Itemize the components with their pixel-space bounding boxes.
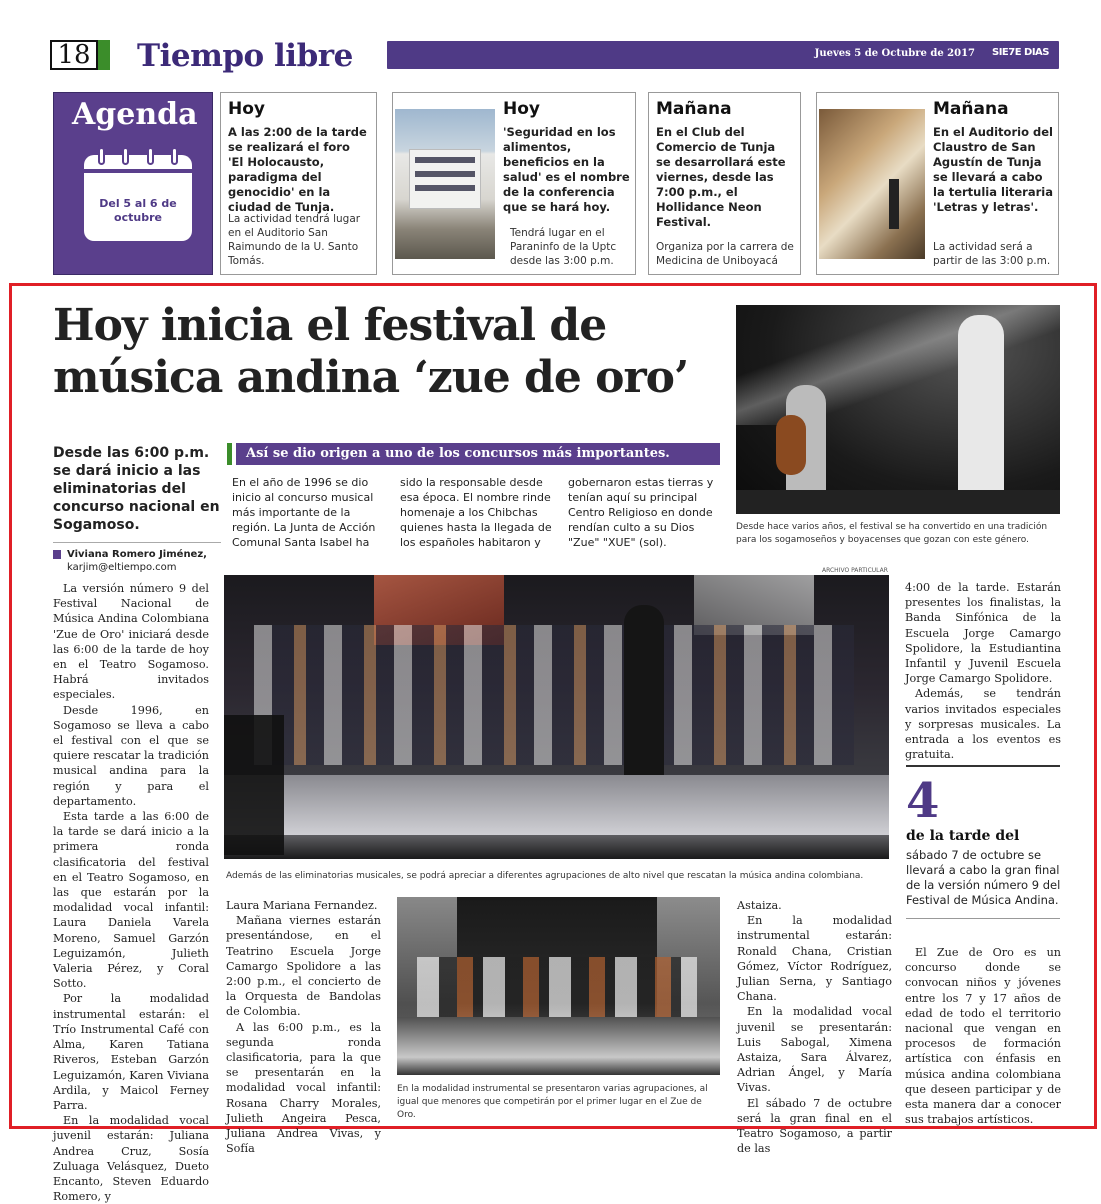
sidebar-column: En el año de 1996 se dio inicio al concurso musical más importante de la región. La Junta de Acción Comunal Santa Isabel ha (232, 476, 376, 549)
highlight-number: 4 (906, 773, 940, 829)
paragraph: El sábado 7 de octubre será la gran final en el Teatro Sogamoso, a partir de las (737, 1096, 892, 1156)
agenda-item-sub: La actividad tendrá lugar en el Auditorio San Raimundo de la U. Santo Tomás. (228, 213, 361, 267)
sidebar-column: gobernaron estas tierras y tenían aquí su principal Centro Religioso en donde rendían culto a su Dios "Zue" "XUE" (sol). (568, 476, 714, 549)
agenda-item-heading: Hoy (503, 99, 540, 119)
agenda-item-heading: Hoy (228, 99, 265, 119)
brand-logo: SIE7E DIAS (992, 47, 1049, 58)
sidebar-column: sido la responsable desde esa época. El nombre rinde homenaje a los Chibchas quienes hasta la llegada de los españoles habitaron y (400, 476, 552, 549)
author-name: Viviana Romero Jiménez, (67, 549, 207, 560)
agenda-item-text: En el Auditorio del Claustro de San Agustín de Tunja se llevará a cabo la tertulia literaria 'Letras y letras'. (933, 125, 1053, 214)
article-headline: Hoy inicia el festival de música andina ‘zue de oro’ (53, 300, 689, 403)
paragraph: Además, se tendrán varios invitados especiales y sorpresas musicales. La entrada a los eventos es gratuita. (905, 687, 1061, 762)
paragraph: Por la modalidad instrumental estarán: el Trío Instrumental Café con Alma, Karen Tatiana Riveros, Esteban Garzón Leguizamón, Karen Viviana Ardila, y Maicol Ferney Parra. (53, 992, 209, 1112)
agenda-item-heading: Mañana (933, 99, 1009, 119)
photo-caption: En la modalidad instrumental se presentaron varias agrupaciones, al igual que menores que competirán por el primer lugar en el Zue de Oro. (397, 1084, 708, 1120)
divider (53, 542, 221, 543)
agenda-item-sub: La actividad será a partir de las 3:00 p.m. (933, 241, 1051, 267)
divider (906, 765, 1060, 767)
agenda-item-text: 'Seguridad en los alimentos, beneficios en la salud' es el nombre de la conferencia que se hará hoy. (503, 125, 630, 214)
agenda-item-sub: Tendrá lugar en el Paraninfo de la Uptc desde las 3:00 p.m. (510, 227, 617, 267)
building-photo (395, 109, 495, 259)
photo-credit: ARCHIVO PARTICULAR (822, 567, 888, 574)
paragraph: Mañana viernes estarán presentándose, en el Teatrino Escuela Jorge Camargo Spolidore a las 2:00 p.m., el concierto de la Orquesta de Bandolas de Colombia. (226, 914, 381, 1019)
issue-date: Jueves 5 de Octubre de 2017 (814, 48, 975, 59)
agenda-item (220, 92, 377, 275)
paragraph: En la modalidad vocal juvenil estarán: Juliana Andrea Cruz, Sosía Zuluaga Velásquez, Dueto Encanto, Steven Eduardo Romero, y (53, 1114, 209, 1204)
byline (53, 548, 207, 574)
guitar-ensemble-photo (397, 897, 720, 1075)
photo-caption: Además de las eliminatorias musicales, se podrá apreciar a diferentes agrupaciones de alto nivel que rescatan la música andina colombiana. (226, 871, 864, 881)
page-number-text: 18 (50, 40, 98, 70)
page-number-accent (98, 40, 110, 70)
paragraph: En la modalidad vocal juvenil se presentarán: Luis Sabogal, Ximena Astaiza, Sara Álvarez, Adrian Ángel, y María Vivas. (737, 1005, 892, 1095)
agenda-item (816, 92, 1059, 275)
agenda-item-sub: Organiza por la carrera de Medicina de Uniboyacá (656, 241, 794, 267)
agenda-item (392, 92, 636, 275)
article-column-3 (737, 898, 892, 1156)
article-column-2 (226, 898, 381, 1156)
paragraph: Desde 1996, en Sogamoso se lleva a cabo el festival con el que se quiere rescatar la tradición musical andina para la región y para el departamento. (53, 703, 209, 808)
orchestra-photo (224, 575, 889, 859)
photo-caption: Desde hace varios años, el festival se ha convertido en una tradición para los sogamoseños y boyacenses que gozan con este género. (736, 522, 1048, 545)
article-column-4b (905, 945, 1061, 1127)
paragraph: A las 6:00 p.m., es la segunda ronda clasificatoria, para la que se presentarán en la modalidad vocal infantil: Rosana Charry Morales, Julieth Angeira Pesca, Juliana Andrea Vivas, y Sofía (226, 1020, 381, 1156)
paragraph: La versión número 9 del Festival Nacional de Música Andina Colombiana 'Zue de Oro' iniciará desde las 6:00 de la tarde de hoy en el Teatro Sogamoso. Habrá invitados especiales. (53, 582, 209, 702)
header-bar (387, 41, 1059, 69)
page-number (50, 40, 110, 70)
article-column-4 (905, 580, 1061, 762)
agenda-item-text: A las 2:00 de la tarde se realizará el foro 'El Holocausto, paradigma del genocidio' en la ciudad de Tunja. (228, 125, 367, 214)
paragraph: 4:00 de la tarde. Estarán presentes los finalistas, la Banda Sinfónica de la Escuela Jorge Camargo Spolidore, la Estudiantina Infantil y Juvenil Escuela Jorge Camargo Spolidore. (905, 581, 1061, 686)
agenda-item-text: En el Club del Comercio de Tunja se desarrollará este viernes, desde las 7:00 p.m., el Hollidance Neon Festival. (656, 125, 786, 229)
paragraph: Laura Mariana Fernandez. (226, 899, 378, 912)
agenda-dates: Del 5 al 6 de octubre (99, 197, 177, 224)
highlight-title: de la tarde del (906, 828, 1020, 844)
sidebar-banner (236, 443, 720, 465)
sidebar-title: Así se dio origen a uno de los concursos más importantes. (246, 446, 670, 461)
article-deck: Desde las 6:00 p.m. se dará inicio a las eliminatorias del concurso nacional en Sogamoso. (53, 445, 220, 533)
festival-performers-photo (736, 305, 1060, 514)
agenda-panel (53, 92, 213, 275)
paragraph: Astaiza. (737, 899, 782, 912)
agenda-item (648, 92, 801, 275)
paragraph: En la modalidad instrumental estarán: Ronald Chana, Cristian Gómez, Víctor Rodríguez, Julian Serna, y Santiago Chana. (737, 914, 892, 1004)
section-title: Tiempo libre (137, 38, 353, 74)
article-column-1 (53, 581, 209, 1204)
author-email: karjim@eltiempo.com (67, 562, 177, 573)
divider (906, 918, 1060, 919)
cloister-photo (819, 109, 925, 259)
agenda-item-heading: Mañana (656, 99, 732, 119)
highlight-text: sábado 7 de octubre se llevará a cabo la gran final de la versión número 9 del Festival de Música Andina. (906, 848, 1061, 907)
paragraph: Esta tarde a las 6:00 de la tarde se dará inicio a la primera ronda clasificatoria del festival en el Teatro Sogamoso, en las que estarán por la modalidad vocal infantil: Laura Daniela Varela Moreno, Samuel Garzón Leguizamón, Julieth Valeria Pérez, y Coral Sotto. (53, 810, 209, 991)
calendar-icon (84, 155, 192, 241)
paragraph: El Zue de Oro es un concurso donde se convocan niños y jóvenes entre los 7 y 17 años de edad de todo el territorio nacional que vengan en procesos de formación artística con énfasis en música andina colombiana que deseen participar y de esta manera dar a conocer sus trabajos artísticos. (905, 946, 1061, 1127)
agenda-title: Agenda (72, 97, 198, 132)
